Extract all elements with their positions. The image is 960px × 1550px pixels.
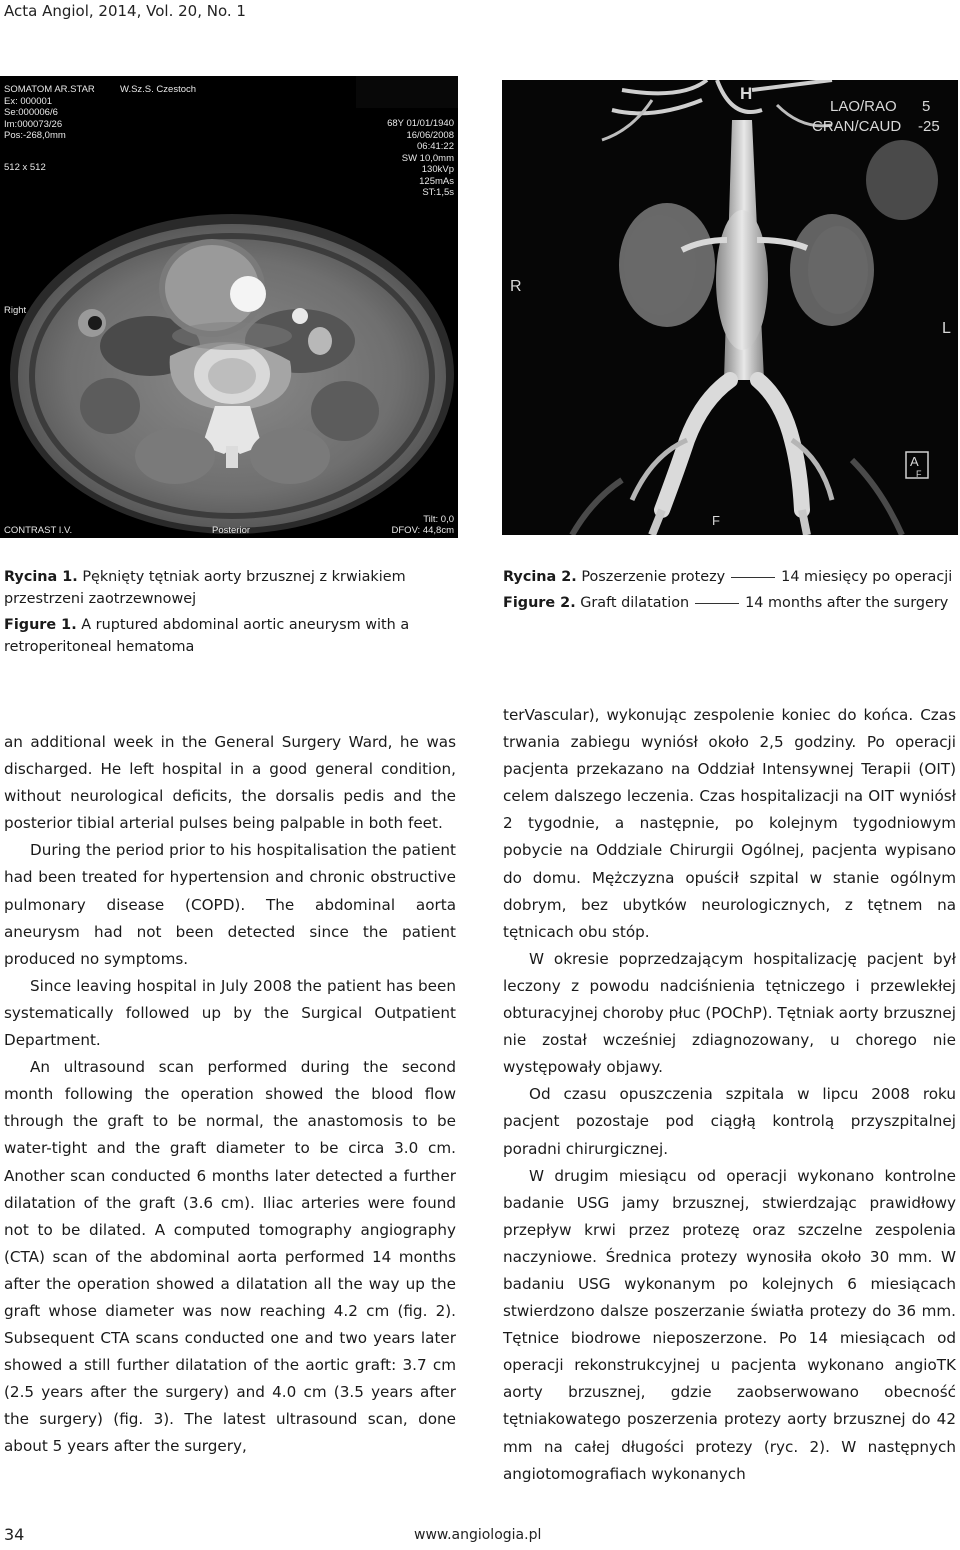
figure-2-angiography [502,80,958,535]
ct-anonymization-box [356,76,458,108]
paragraph: an additional week in the General Surgery Ward, he was discharged. He left hospital in a good general condition, without neurological deficits, the dorsalis pedis and the posterior tibial arterial pulses being palpable in both feet. [4,733,456,833]
paragraph: terVascular), wykonując zespolenie koniec do końca. Czas trwania zabiegu wyniósł około 2,5 godziny. Po operacji pacjenta przekazano na Oddział Intensywnej Terapii (OIT) celem dalszego leczenia. Czas hospitalizacji na OIT wyniósł 2 tygodnie, a następnie, po kolejnym tygodniowym pobycie na Oddziale Chirurgii Ogólnej, pacjenta wypisano do domu. Mężczyzna opuścił szpital w stanie ogólnym dobrym, bez ubytków neurologicznych, z tętnem na tętnicach obu stóp. [503,706,956,941]
page-number: 34 [4,1525,25,1544]
paragraph: Od czasu opuszczenia szpitala w lipcu 2008 roku pacjent pozostaje pod ciągłą kontrolą przyszpitalnej poradni chirurgicznej. [503,1085,956,1158]
figure-2-caption [503,566,958,614]
ct-posterior: Posterior [212,525,251,536]
angio-label-left: L [942,320,951,337]
right-column-text [503,702,956,1488]
caption-text: A ruptured abdominal aortic aneurysm with a retroperitoneal hematoma [4,617,410,655]
ct-matrix: 512 x 512 [4,162,46,173]
caption-label: Figure 2. [503,595,576,611]
angio-label-foot: F [712,513,720,528]
running-head: Acta Angiol, 2014, Vol. 20, No. 1 [4,2,246,20]
paragraph: W drugim miesiącu od operacji wykonano kontrolne badanie USG jamy brzusznej, stwierdzając prawidłowy przepływ krwi przez protezę oraz szczelne zespolenia naczyniowe. Średnica protezy wynosiła około 30 mm. W badaniu USG wykonanym po kolejnych 6 miesiącach stwierdzono dalsze poszerzanie światła protezy do 36 mm. Tętnice biodrowe nieposzerzone. Po 14 miesiącach od operacji rekonstrukcyjnej u pacjenta wykonano angioTK aorty brzusznej, gdzie zaobserwowano obecność tętniakowatego poszerzenia protezy aorty brzusznej do 42 mm na całej długości protezy (ryc. 2). W następnych angiotomografiach wykonanych [503,1166,956,1483]
caption-label: Rycina 1. [4,569,78,585]
ct-contrast: CONTRAST I.V. [4,525,73,536]
ct-right-label: Right [4,305,27,316]
angio-view2-value: -25 [918,118,940,135]
caption-text: Poszerzenie protezy [581,569,726,585]
paragraph: Since leaving hospital in July 2008 the patient has been systematically followed up by the Surgical Outpatient Department. [4,976,456,1050]
paragraph: An ultrasound scan performed during the second month following the operation showed the blood flow through the graft to be normal, the anastomosis to be water-tight and the graft diameter to be circa 3.0 cm. Another scan conducted 6 months later detected a further dilatation of the graft (3.6 cm). Iliac arteries were found not to be dilated. A computed tomography angiography (CTA) scan of the abdominal aorta performed 14 months after the operation showed a dilatation all the way up the graft whose diameter was now reaching 4.2 cm (fig. 2). Subsequent CTA scans conducted one and two years later showed a still further dilatation of the aortic graft: 3.7 cm (2.5 years after the surgery) and 4.0 cm (3.5 years after the surgery) (fig. 3). The latest ultrasound scan, done about 5 years after the surgery, [4,1058,456,1456]
figure-2-caption-pl [503,566,958,588]
caption-dash [731,577,775,578]
caption-text: Pęknięty tętniak aorty brzusznej z krwiakiem przestrzeni zaotrzewnowej [4,569,406,607]
paragraph: During the period prior to his hospitalisation the patient had been treated for hypertension and chronic obstructive pulmonary disease (COPD). The abdominal aorta aneurysm had not been detected since the patient produced no symptoms. [4,841,456,968]
figure-1-caption [4,566,424,658]
journal-url: www.angiologia.pl [414,1527,542,1543]
figure-2-caption-en [503,592,958,614]
figure-1-caption-en [4,614,424,658]
caption-label: Figure 1. [4,617,77,633]
angio-orient-f: F [916,469,922,479]
angio-view1-value: 5 [922,98,931,115]
ct-dfov: DFOV: 44,8cm [391,525,454,536]
ct-header-right: 68Y 01/01/1940 16/06/2008 06:41:22 SW 10,0mm 130kVp 125mAs ST:1,5s [387,118,454,198]
angio-orient-a: A [910,454,919,469]
caption-dash [695,603,739,604]
left-column-text [4,729,456,1461]
figure-1-ct-scan [0,76,458,538]
caption-text: Graft dilatation [580,595,690,611]
caption-label: Rycina 2. [503,569,577,585]
angio-label-head: H [740,84,753,103]
angio-view2: CRAN/CAUD [812,118,902,135]
caption-text: 14 miesięcy po operacji [781,569,953,585]
angio-label-right: R [510,278,522,295]
caption-text: 14 months after the surgery [745,595,949,611]
angiography-image [502,80,958,535]
angio-view1: LAO/RAO [830,98,897,115]
ct-tilt: Tilt: 0,0 [423,514,454,525]
figure-1-caption-pl [4,566,424,610]
ct-institution: W.Sz.S. Czestoch [120,84,197,95]
ct-header-left: SOMATOM AR.STAR Ex: 000001 Se:000006/6 Im:000073/26 Pos:-268,0mm [4,84,95,141]
paragraph: W okresie poprzedzającym hospitalizację pacjent był leczony z powodu nadciśnienia tętniczego i przewlekłej obturacyjnej choroby płuc (POChP). Tętniak aorty brzusznej nie został wcześniej zdiagnozowany, u chorego nie występowały objawy. [503,949,956,1077]
